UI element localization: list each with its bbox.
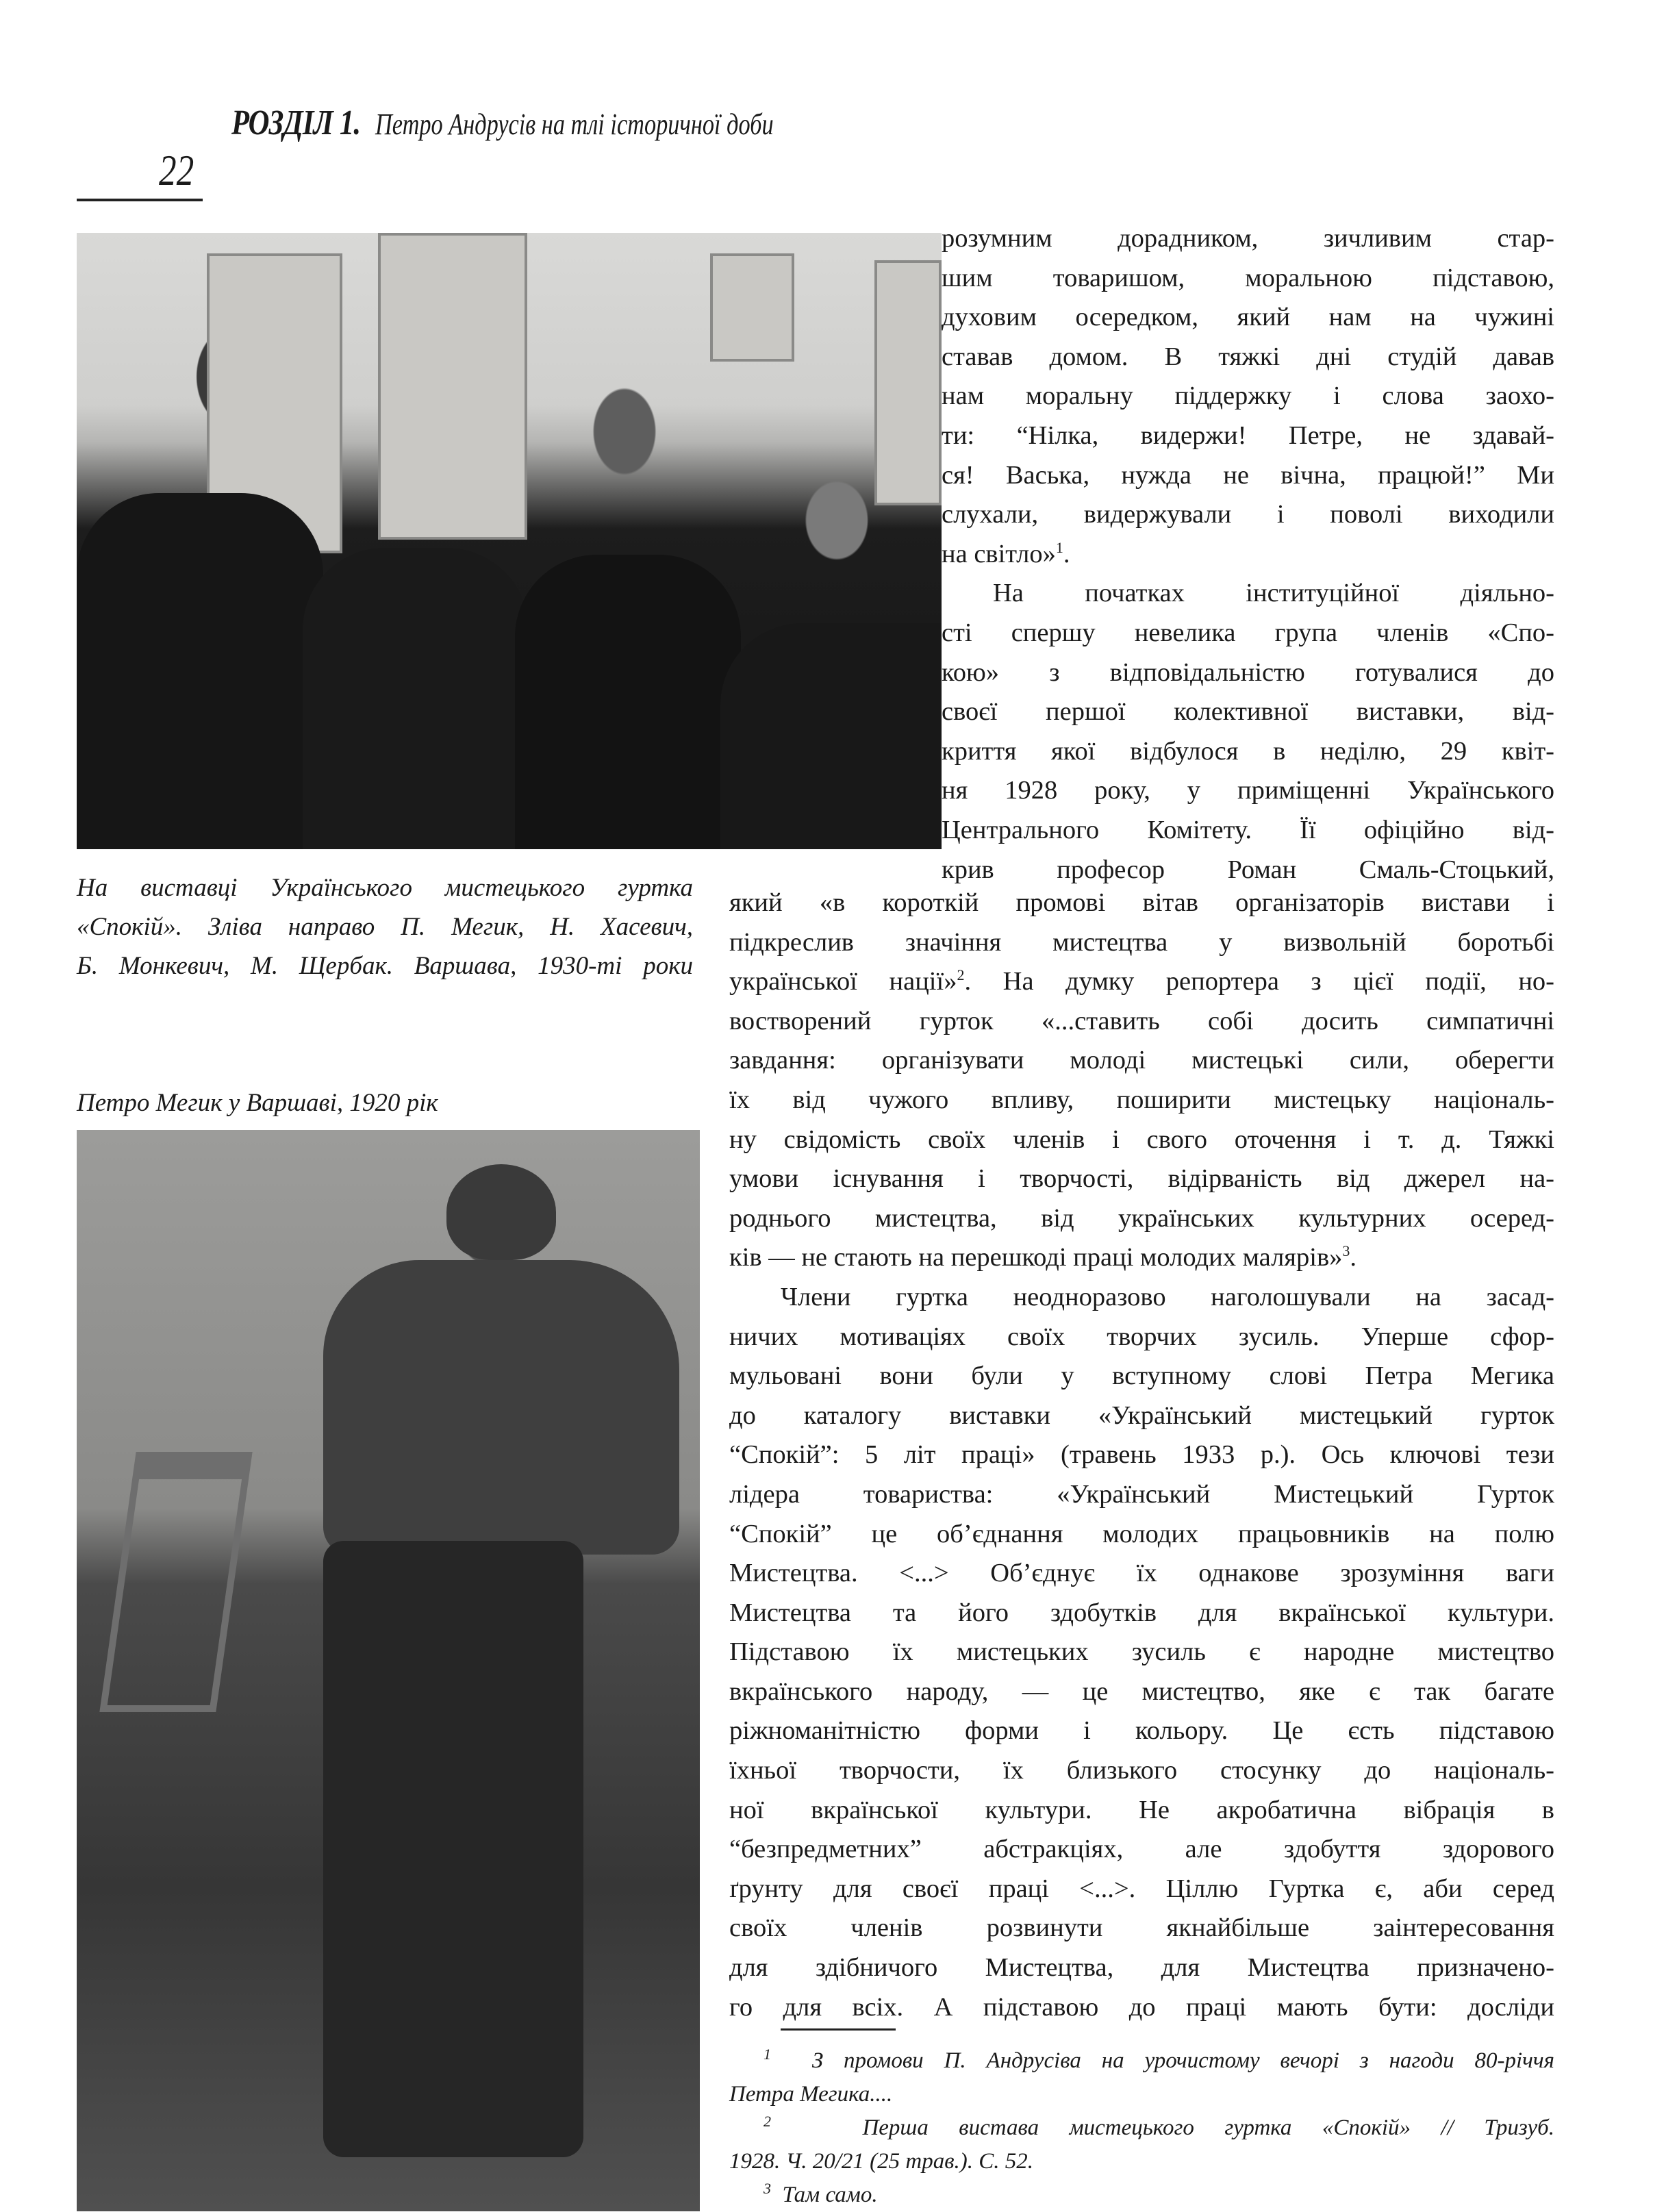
text-line: до каталогу виставки «Український мистецький гурток (729, 1400, 1554, 1430)
text-line: умови існування і творчості, відірваність від джерел на- (729, 1164, 1554, 1194)
text-line: “безпредметних” абстракціях, але здобуття здорового (729, 1835, 1554, 1864)
text-line: роднього мистецтва, від українських культурних осеред- (729, 1203, 1554, 1233)
text-line: ну свідомість своїх членів і свого оточення і т. д. Тяжкі (729, 1124, 1554, 1154)
text-line: криття якої відбулося в неділю, 29 квіт- (942, 736, 1554, 766)
text-line: своєї першої колективної виставки, від- (942, 697, 1554, 727)
footnote-text: 1928. Ч. 20/21 (25 трав.). С. 52. (729, 2149, 1034, 2174)
text-line: нам моральну піддержку і слова заохо- (942, 381, 1554, 411)
text-line: мульовані вони були у вступному слові Петра Мегика (729, 1361, 1554, 1391)
text-line: завдання: організувати молоді мистецькі сили, оберегти (729, 1046, 1554, 1075)
footnote-number: 1 (764, 2046, 771, 2063)
text-line: ґрунту для своєї праці <...>. Ціллю Гуртка є, аби серед (729, 1874, 1554, 1903)
chapter-title: Петро Андрусів на тлі історичної доби (375, 108, 774, 141)
text-line: розумним дорадником, зичливим стар- (942, 224, 1554, 253)
footnote-ref-1[interactable]: 1 (1055, 538, 1063, 556)
body-text-wide-column (729, 883, 1554, 2027)
footnotes (729, 2044, 1554, 2212)
person-silhouette (515, 555, 741, 849)
portrait-photo (77, 1130, 700, 2211)
text-line: ти: “Нілка, видержи! Петре, не здавай- (942, 420, 1554, 450)
person-silhouette (323, 1260, 679, 1555)
body-text-narrow-column (942, 219, 1554, 890)
person-silhouette (303, 548, 529, 849)
text-line: “Спокій” це об’єднання молодих працьовників на полю (729, 1519, 1554, 1548)
chair-shape (99, 1452, 252, 1712)
figure-caption-portrait: Петро Мегик у Варшаві, 1920 рік (77, 1089, 438, 1117)
text-line: Члени гуртка неодноразово наголошували на засад- (781, 1282, 1554, 1311)
text-line: ня 1928 року, у приміщенні Українського (942, 776, 1554, 805)
text-line: Центрального Комітету. Її офіційно від- (942, 815, 1554, 844)
text-line: ничих мотиваціях своїх творчих зусиль. Уперше сфор- (729, 1322, 1554, 1351)
text-fragment: української нації» (729, 967, 957, 996)
painting-frame (710, 253, 794, 362)
figure-caption-group-photo (77, 868, 693, 985)
chapter-number: РОЗДІЛ 1. (231, 103, 361, 142)
text-line: ся! Васька, нужда не вічна, працюй!” Ми (942, 460, 1554, 490)
text-line: вкраїнського народу, — це мистецтво, яке є так багате (729, 1676, 1554, 1706)
footnote-ref-3[interactable]: 3 (1342, 1242, 1350, 1260)
text-line: слухали, видержували і поволі виходили (942, 500, 1554, 529)
person-silhouette (446, 1164, 556, 1260)
page-number-rule (77, 199, 203, 201)
text-line (729, 962, 1554, 1002)
footnote-ref-2[interactable]: 2 (957, 966, 965, 984)
text-line: Мистецтва. <...> Об’єднує їх однакове зрозуміння ваги (729, 1559, 1554, 1588)
text-line: їхньої творчости, їх близького стосунку до національ- (729, 1756, 1554, 1785)
footnote-separator (781, 2028, 896, 2031)
text-line: шим товаришом, моральною підставою, (942, 263, 1554, 292)
caption-line: На виставці Українського мистецького гуртка (77, 874, 693, 902)
text-line: го для всіх. А підставою до праці мають бути: досліди (729, 1992, 1554, 2022)
text-line: їх від чужого впливу, поширити мистецьку національ- (729, 1085, 1554, 1114)
footnote-1 (729, 2044, 1554, 2078)
text-line: який «в короткій промові вітав організаторів вистави і (729, 888, 1554, 917)
footnote-number: 2 (764, 2113, 771, 2130)
text-line: кою» з відповідальністю готувалися до (942, 657, 1554, 687)
footnote-text: Там само. (782, 2183, 878, 2207)
text-line: підкреслив значіння мистецтва у визвольній боротьбі (729, 927, 1554, 957)
person-silhouette (323, 1541, 583, 2157)
footnote-text: З промови П. Андрусіва на урочистому вечорі з нагоди 80-річчя (811, 2048, 1555, 2073)
person-silhouette (720, 623, 942, 849)
footnote-text: Перша вистава мистецького гуртка «Спокій» // Тризуб. (862, 2115, 1554, 2140)
text-line: своїх членів розвинути якнайбільше заінтересовання (729, 1913, 1554, 1943)
text-line: крив професор Роман Смаль-Стоцький, (942, 855, 1554, 884)
chapter-heading (231, 103, 774, 143)
text-line: духовим осередком, який нам на чужині (942, 303, 1554, 332)
caption-line: «Спокій». Зліва направо П. Мегик, Н. Хасевич, (77, 913, 693, 941)
text-line: ріжноманітністю форми і кольору. Це єсть підставою (729, 1716, 1554, 1746)
text-line: для здібничого Мистецтва, для Мистецтва призначено- (729, 1953, 1554, 1983)
text-line: ної вкраїнської культури. Не акробатична вібрація в (729, 1795, 1554, 1824)
text-line: лідера товариства: «Український Мистецький Гурток (729, 1479, 1554, 1509)
text-line: востворений гурток «...ставить собі досить симпатичні (729, 1006, 1554, 1035)
page-number: 22 (159, 146, 194, 194)
text-line: сті спершу невелика група членів «Спо- (942, 618, 1554, 647)
footnote-3 (729, 2178, 1554, 2212)
person-silhouette (77, 493, 323, 849)
text-line: На початках інституційної діяльно- (993, 579, 1554, 608)
text-fragment: . На думку репортера з цієї події, но- (964, 967, 1555, 996)
caption-line: Б. Монкевич, М. Щербак. Варшава, 1930-ті роки (77, 952, 693, 980)
footnote-number: 3 (764, 2180, 771, 2197)
text-fragment: ків — не стають на перешкоді праці молодих малярів» (729, 1243, 1343, 1272)
painting-frame (378, 233, 527, 540)
text-line: ків — не стають на перешкоді праці молодих малярів»$^3$. (729, 1242, 1357, 1272)
text-line: “Спокій”: 5 літ праці» (травень 1933 р.). Ось ключові тези (729, 1440, 1554, 1470)
text-line: на світло»$^1$. (942, 538, 1070, 568)
group-photo (77, 233, 942, 849)
text-fragment: на світло» (942, 539, 1056, 568)
footnote-text: Петра Мегика.... (729, 2082, 893, 2107)
footnote-2 (729, 2111, 1554, 2145)
text-line: Мистецтва та його здобутків для вкраїнської культури. (729, 1598, 1554, 1627)
text-line: Підставою їх мистецьких зусиль є народне мистецтво (729, 1637, 1554, 1667)
text-line: ставав домом. В тяжкі дні студій давав (942, 342, 1554, 371)
painting-frame (874, 260, 942, 505)
